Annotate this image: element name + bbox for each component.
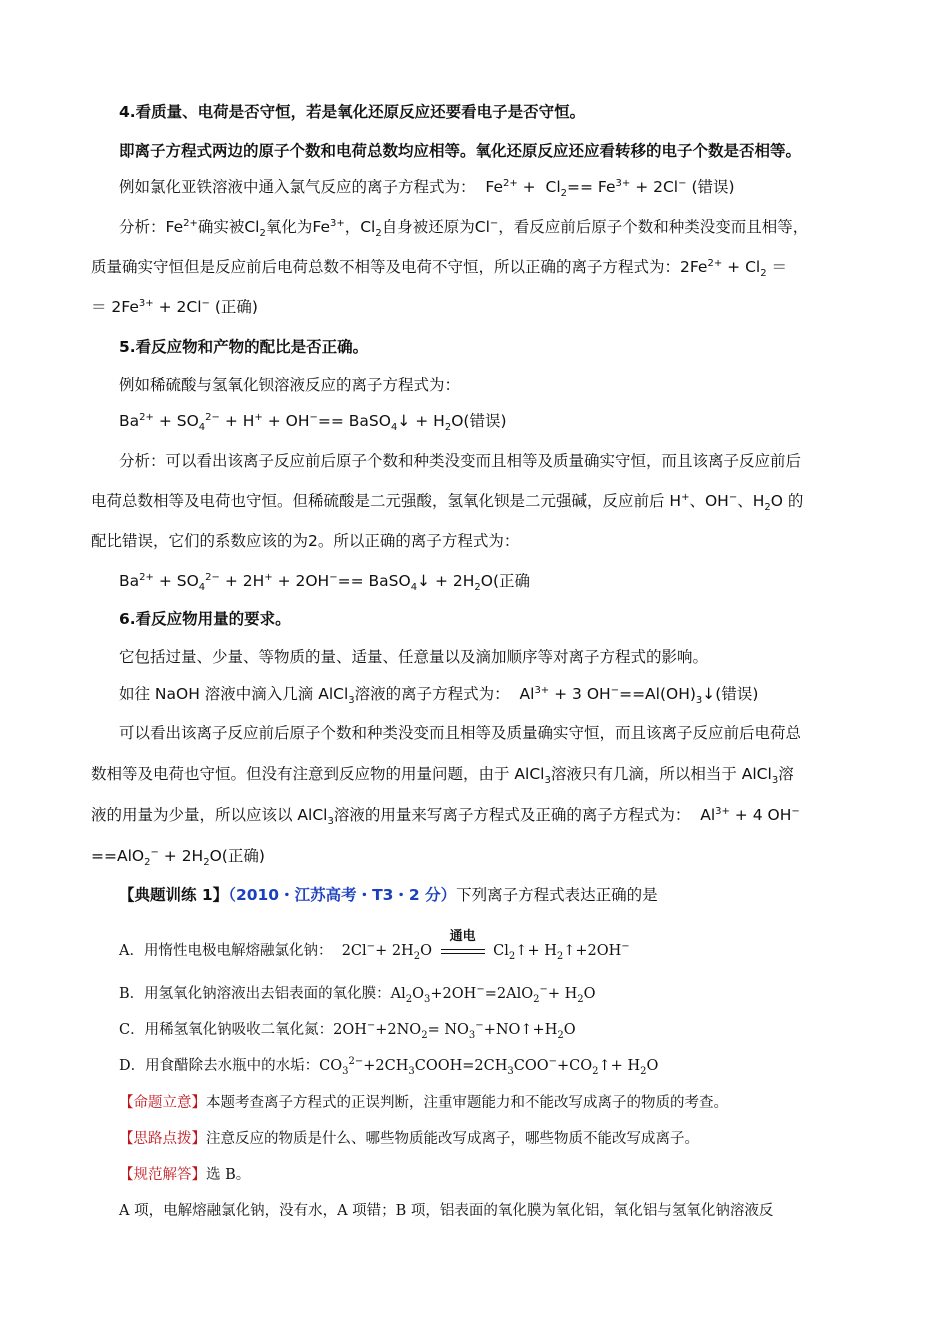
intent-row [119, 1092, 728, 1114]
verdict: (错误) [463, 412, 507, 430]
option-text: C．用稀氢氧化钠吸收二氧化氮： [119, 1022, 334, 1038]
section-4-analysis-2: 质量确实守恒但是反应前后电荷总数不相等及电荷不守恒，所以正确的离子方程式为：$2Fe^{2+} + Cl_2$ ＝ [91, 257, 788, 280]
option-a: A．用惰性电极电解熔融氯化钠： $2Cl^-+ 2H_2O$ 通电 $Cl_2↑+$ $H_2↑+2OH^-$ [119, 940, 630, 962]
text: 液的用量为少量，所以应该以 AlCl [91, 806, 328, 824]
text: 分析：Fe [119, 218, 184, 236]
text: + Cl [727, 258, 761, 276]
hint-text: 注意反应的物质是什么、哪些物质能改写成离子，哪些物质不能改写成离子。 [206, 1131, 699, 1147]
section-4-rule: 即离子方程式两边的原子个数和电荷总数均应相等。氧化还原反应还应看转移的电子个数是否相等。 [119, 142, 802, 160]
section-4-example: 例如氯化亚铁溶液中通入氯气反应的离子方程式为： $Fe^{2+} + Cl_2== Fe^{3+} + 2Cl^-$ (错误) [119, 177, 735, 200]
section-6-para-5: $==AlO_2^- + 2H_2O$(正确) [91, 846, 265, 869]
example-verdict: (错误) [691, 178, 735, 196]
verdict: (正确) [221, 847, 265, 865]
section-6-para-4: 液的用量为少量，所以应该以 AlCl$_3$溶液的用量来写离子方程式及正确的离子方程式为： $Al^{3+} + 4$ OH− [91, 805, 800, 828]
electrolysis-sign [437, 929, 489, 962]
verdict: (正确 [493, 572, 531, 590]
example-text: 例如氯化亚铁溶液中通入氯气反应的离子方程式为： [119, 178, 476, 196]
equation-part: == Fe [567, 178, 616, 196]
section-6-example: 如往 NaOH 溶液中滴入几滴 AlCl$_3$溶液的离子方程式为： $Al^{3+} + 3$ $OH^-==Al(OH)_3↓$(错误) [119, 684, 759, 707]
verdict: ↓(错误) [702, 685, 759, 703]
section-4-heading: 4.看质量、电荷是否守恒，若是氧化还原反应还要看电子是否守恒。 [119, 103, 586, 121]
section-6-heading: 6.看反应物用量的要求。 [119, 610, 291, 628]
section-5-example: 例如稀硫酸与氢氧化钡溶液反应的离子方程式为： [119, 376, 461, 394]
text: 数相等及电荷也守恒。但没有注意到反应物的用量问题，由于 AlCl [91, 765, 545, 783]
text: + 2Cl [158, 298, 202, 316]
option-text: B．用氢氧化钠溶液出去铝表面的氧化膜： [119, 986, 391, 1002]
text: 溶液只有几滴，所以相当于 AlCl [550, 765, 772, 783]
answer-text: 选 B。 [206, 1167, 251, 1183]
answer-row [119, 1164, 250, 1186]
section-6-para-1: 它包括过量、少量、等物质的量、适量、任意量以及滴加顺序等对离子方程式的影响。 [119, 648, 709, 666]
text: 的 [787, 492, 804, 510]
text: 氧化为Fe [265, 218, 330, 236]
training-question [119, 884, 658, 906]
training-label: 【典题训练 1】 [119, 886, 229, 904]
option-c: C．用稀氢氧化钠吸收二氧化氮：$2OH^-+2NO_2=$ $NO_3^-+NO↑+H_2O$ [119, 1020, 576, 1041]
text: 如往 NaOH 溶液中滴入几滴 AlCl [119, 685, 349, 703]
training-question-text: 下列离子方程式表达正确的是 [456, 886, 658, 904]
section-5-analysis-2: 电荷总数相等及电荷也守恒。但稀硫酸是二元强酸，氢氧化钡是二元强碱，反应前后 H+、OH−、$H_2O$ 的 [91, 491, 804, 514]
text: 溶液的离子方程式为： [354, 685, 510, 703]
section-5-right-equation: $Ba^{2+} + SO_4^{2-} + 2H^+ + 2OH^-==$ BaSO$_4$↓ + $2H_2O$(正确 [119, 571, 531, 594]
option-b: B．用氢氧化钠溶液出去铝表面的氧化膜：$Al_2O_3+2OH^-=2AlO_2^-+ H_2O$ [119, 984, 596, 1005]
electrolysis-label: 通电 [449, 929, 476, 944]
text: 自身被还原为Cl [381, 218, 490, 236]
hint-label: 【思路点拨】 [119, 1131, 206, 1147]
text: ，Cl [344, 218, 376, 236]
section-6-para-2: 可以看出该离子反应前后原子个数和种类没变而且相等及质量确实守恒，而且该离子反应前后电荷总 [119, 724, 802, 742]
answer-label: 【规范解答】 [119, 1167, 206, 1183]
training-source: （2010・江苏高考・T3・2 分） [228, 886, 457, 904]
text: 溶液的用量来写离子方程式及正确的离子方程式为： [333, 806, 691, 824]
text: ，看反应前后原子个数和种类没变而且相等， [498, 218, 809, 236]
text: 确实被Cl [197, 218, 260, 236]
option-d: D．用食醋除去水瓶中的水垢：$CO_3^{2-}+2CH_3COOH=2CH_3COO^-+CO_2↑+ H_2O$ [119, 1056, 659, 1077]
section-6-para-3: 数相等及电荷也守恒。但没有注意到反应物的用量问题，由于 AlCl$_3$溶液只有几滴，所以相当于 AlCl$_3$溶 [91, 765, 794, 787]
text: 质量确实守恒但是反应前后电荷总数不相等及电荷不守恒，所以正确的离子方程式为：2Fe [91, 258, 708, 276]
text: ＝ 2Fe [91, 298, 139, 316]
text: ＝ [771, 258, 788, 276]
intent-text: 本题考查离子方程式的正误判断，注重审题能力和不能改写成离子的物质的考查。 [206, 1095, 728, 1111]
section-5-analysis-1: 分析：可以看出该离子反应前后原子个数和种类没变而且相等及质量确实守恒，而且该离子反应前后 [119, 452, 802, 470]
option-text: D．用食醋除去水瓶中的水垢： [119, 1058, 320, 1074]
hint-row [119, 1128, 699, 1150]
section-4-analysis-3: ＝ $2Fe^{3+} + 2Cl^-$ (正确) [91, 297, 258, 316]
intent-label: 【命题立意】 [119, 1095, 206, 1111]
explanation-row: A 项，电解熔融氯化钠，没有水，A 项错；B 项，铝表面的氧化膜为氧化铝，氧化铝与氢氧化钠溶液反 [119, 1203, 774, 1219]
text: (正确) [214, 298, 258, 316]
section-5-wrong-equation: $Ba^{2+} + SO_4^{2-} + H^+ + OH^-==$ BaSO$_4$↓ + $H_2O$(错误) [119, 411, 507, 434]
section-5-analysis-3: 配比错误，它们的系数应该的为2。所以正确的离子方程式为： [91, 532, 520, 550]
text: 溶 [778, 765, 794, 783]
text: 电荷总数相等及电荷也守恒。但稀硫酸是二元强酸，氢氧化钡是二元强碱，反应前后 H [91, 492, 682, 510]
option-text: A．用惰性电极电解熔融氯化钠： [119, 943, 333, 959]
section-5-heading: 5.看反应物和产物的配比是否正确。 [119, 338, 369, 356]
section-4-analysis-1: 分析：$Fe^{2+}$确实被$Cl_2$氧化为$Fe^{3+}$，$Cl_2$自身被还原为Cl−，看反应前后原子个数和种类没变而且相等， [119, 217, 809, 240]
